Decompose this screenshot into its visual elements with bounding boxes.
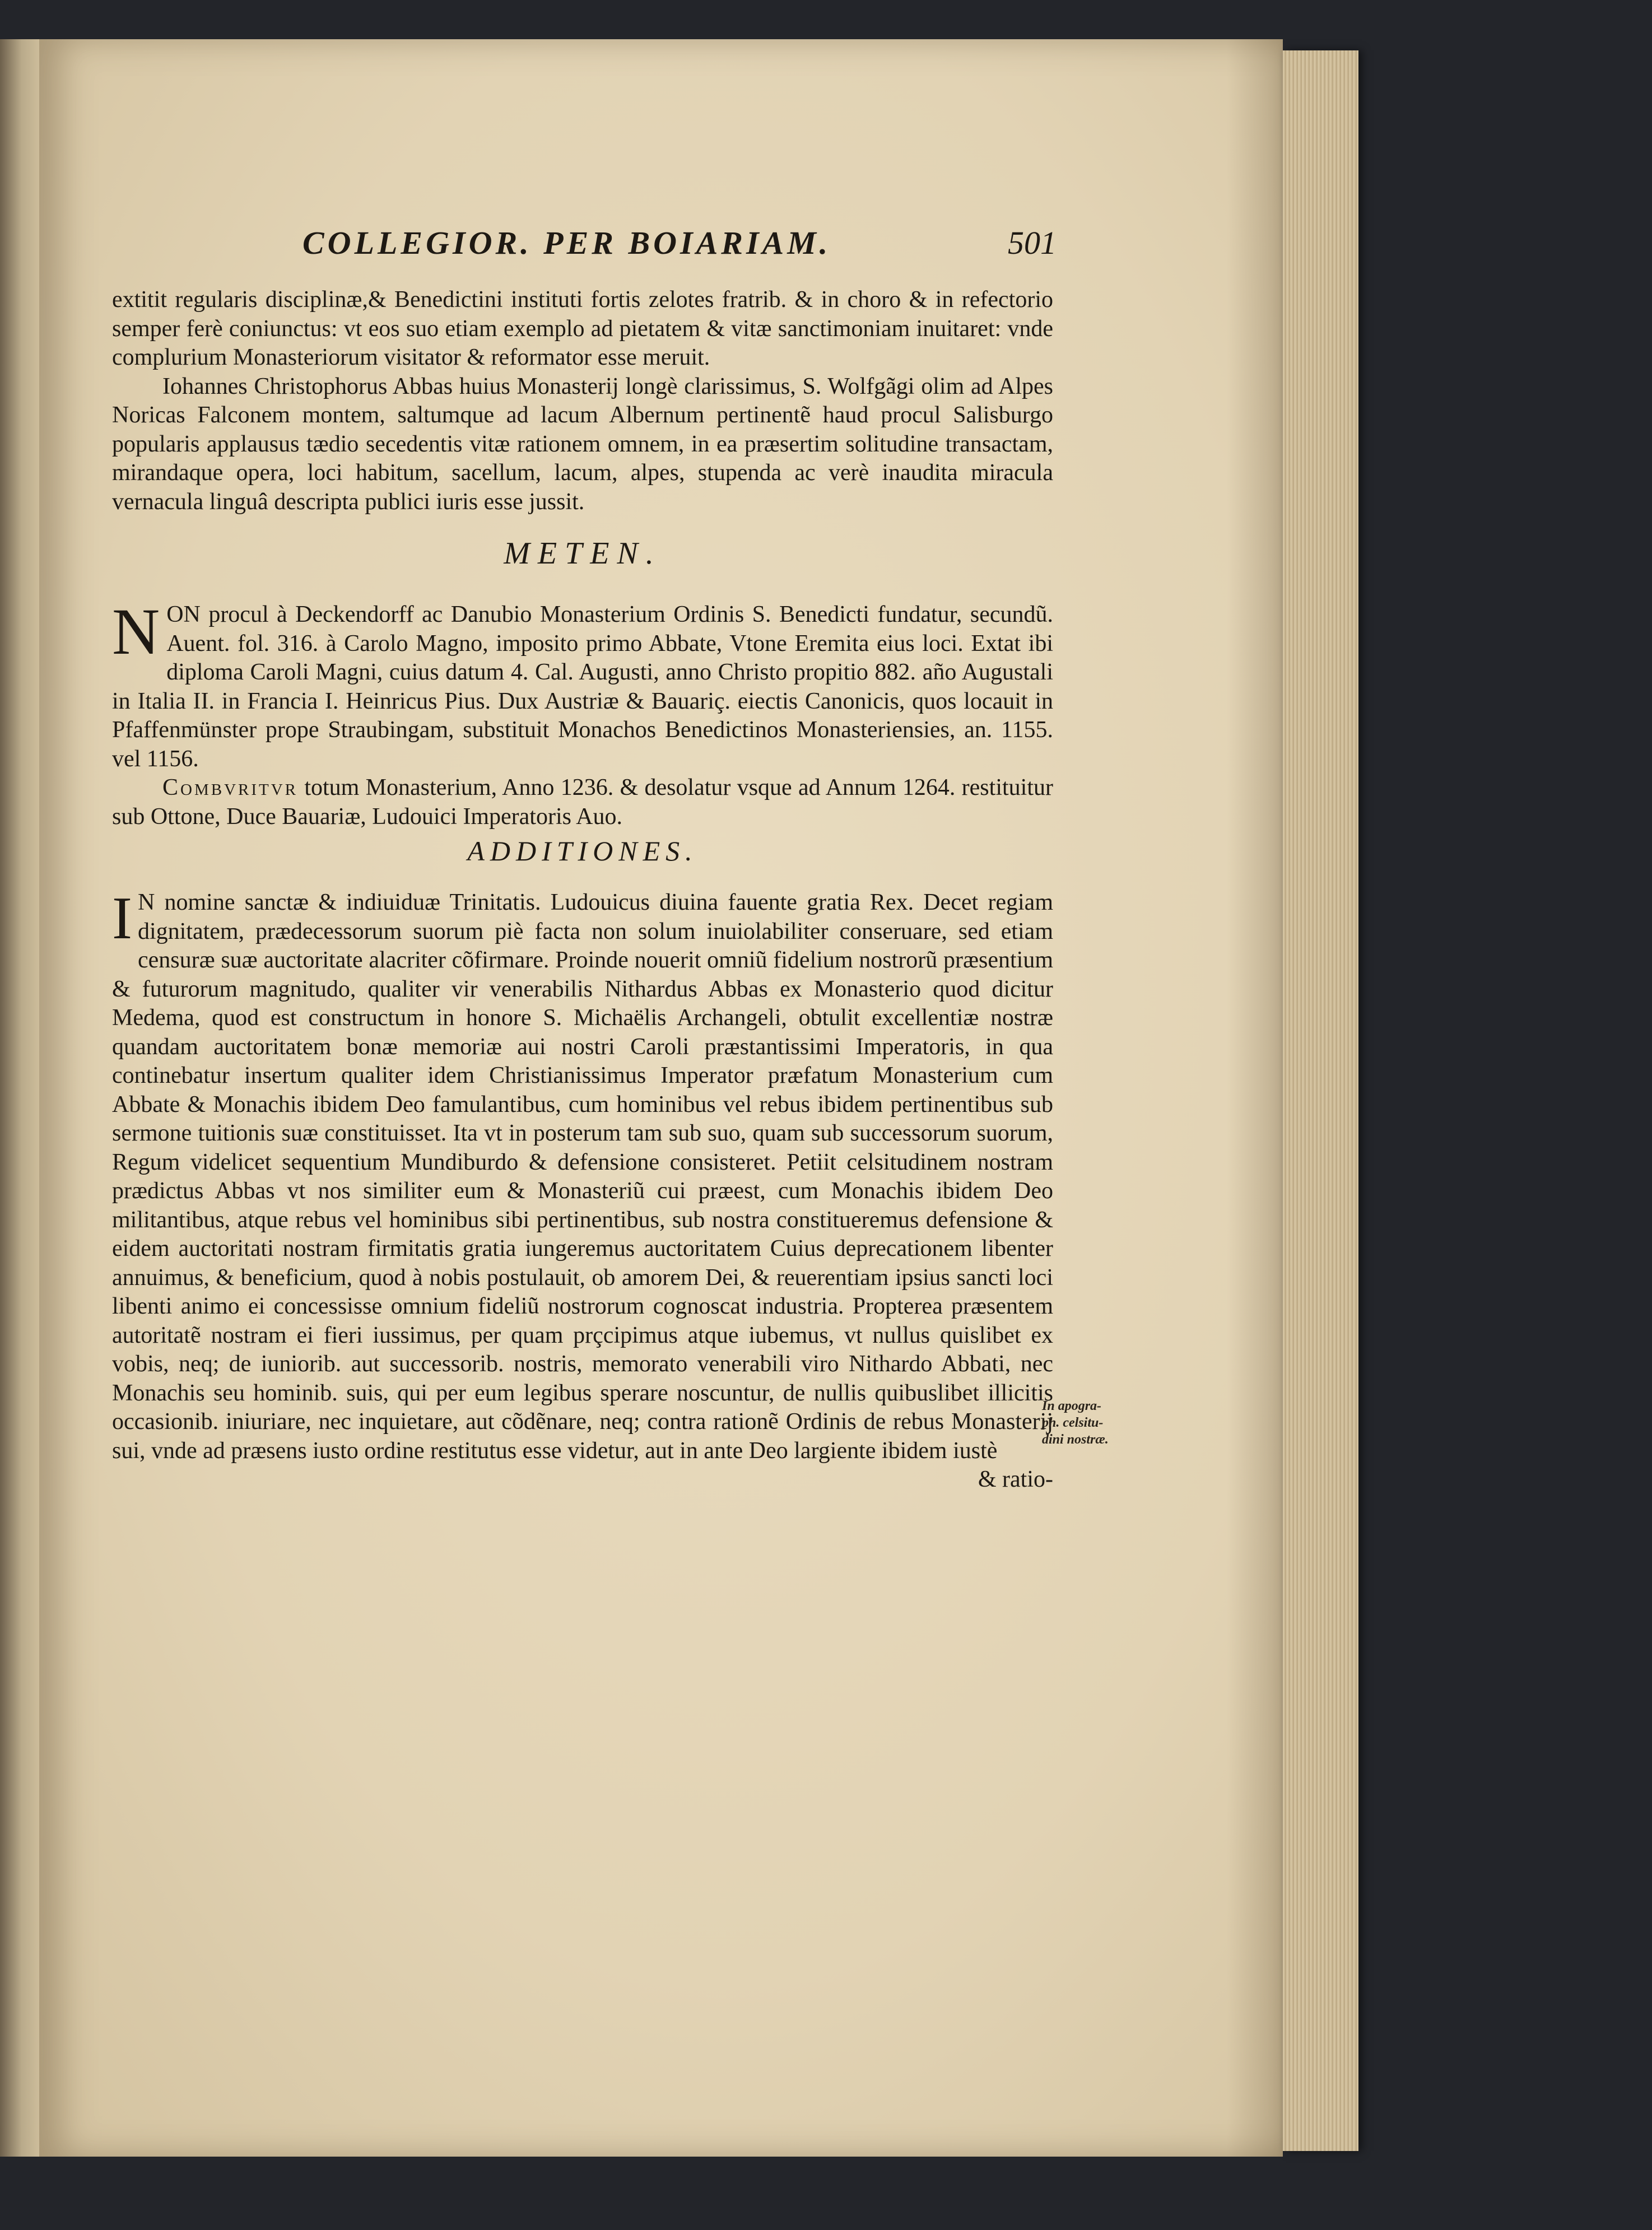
paragraph-meten-foundation xyxy=(112,595,1053,774)
marginal-note xyxy=(1042,1398,1137,1448)
smallcaps-word: Combvritvr xyxy=(162,775,299,800)
page-edges xyxy=(1283,50,1358,2151)
paragraph-charter-text: N nomine sanctæ & indiuiduæ Trinitatis. Ludouicus diuina fauente gratia Rex. Decet regiam dignitatem, prædecessorum suorum piè facta non solum inuiolabiliter conseruare, sed etiam censuræ suæ auctoritate alacriter cõfirmare. Proinde nouerit omniũ fidelium nostrorũ præsentium & futurorum magnitudo, qualiter vir venerabilis Nithardus Abbas ex Monasterio quod dicitur Medema, quod est constructum in honore S. Michaëlis Archangeli, obtulit excellentiæ nostræ quandam auctoritatem bonæ memoriæ aui nostri Caroli præstantissimi Imperatoris, in qua continebatur insertum qualiter idem Christianissimus Imperator præfatum Monasterium cum Abbate & Monachis ibidem Deo famulantibus, cum hominibus vel rebus ibidem pertinentibus sub sermone tuitionis suæ constituisset. Ita vt in posterum tam sub suo, quam sub successorum suorum, Regum videlicet sequentium Mundiburdo & defensione consisteret. Petiit celsitudinem nostram prædictus Abbas vt nos similiter eum & Monasteriũ cui præest, cum Monachis ibidem Deo militantibus, atque rebus vel hominibus sibi pertinentibus, sub nostra constitueremus defensione & eidem auctoritati nostram firmitatis gratia iungeremus auctoritatem Cuius deprecationem libenter annuimus, & beneficium, quod à nobis postulauit, ob amorem Dei, & reuerentiam ipsius sancti loci libenti animo ei concessisse omnium fideliũ nostrorum cognoscat industria. Propterea præsentem autoritatẽ nostram ei fieri iussimus, per quam prçcipimus atque iubemus, vt nullus quislibet ex vobis, neq; de iuniorib. aut successorib. nostris, memorato venerabili viro Nithardo Abbati, nec Monachis seu hominib. suis, qui per eum legibus sperare noscuntur, de nullis quibuslibet illicitis occasionib. iniuriare, nec inquietare, aut cõdẽnare, neq; contra rationẽ Ordinis de rebus Monasterij sui, vnde ad præsens iusto ordine restitutus esse videtur, aut in ante Deo largiente ibidem iustè xyxy=(112,890,1053,1464)
facing-page-edge xyxy=(0,39,39,2157)
running-head xyxy=(112,224,1057,286)
page-text-block xyxy=(112,224,1057,1495)
gutter-shadow xyxy=(1227,39,1283,2157)
drop-cap: I xyxy=(112,885,132,952)
paragraph-meten-foundation-text: ON procul à Deckendorff ac Danubio Monasterium Ordinis S. Benedicti fundatur, secundũ. Auent. fol. 316. à Carolo Magno, imposito primo Abbate, Vtone Eremita eius loci. Extat ibi diploma Caroli Magni, cuius datum 4. Cal. Augusti, anno Christo propitio 882. año Augustali in Italia II. in Francia I. Heinricus Pius. Dux Austriæ & Bauariç. eiectis Canonicis, quos locauit in Pfaffenmünster prope Straubingam, substituit Monachos Benedictinos Monasteriensies, an. 1155. vel 1156. xyxy=(112,602,1053,772)
paragraph-continued: extitit regularis disciplinæ,& Benedictini instituti fortis zelotes fratrib. & in choro & in refectorio semper ferè coniunctus: vt eos suo etiam exemplo ad pietatem & vitæ sanctimoniam inuitaret: vnde complurium Monasteriorum visitator & reformator esse meruit. xyxy=(112,287,1053,370)
running-title: COLLEGIOR. PER BOIARIAM. xyxy=(303,225,831,261)
section-heading-additiones: ADDITIONES. xyxy=(467,835,698,867)
section-heading-meten: METEN. xyxy=(504,536,662,571)
marginal-note-line: dini nostræ. xyxy=(1042,1432,1109,1447)
paragraph-meten-fire-text: totum Monasterium, Anno 1236. & desolatur vsque ad Annum 1264. restituitur sub Ottone, Duce Bauariæ, Ludouici Imperatoris Auo. xyxy=(112,775,1053,830)
page-number: 501 xyxy=(1008,225,1057,261)
marginal-note-line: ph. celsitu- xyxy=(1042,1416,1104,1430)
drop-cap: N xyxy=(112,595,160,668)
paragraph-meten-fire xyxy=(112,774,1053,831)
marginal-note-line: In apogra- xyxy=(1042,1399,1102,1413)
paragraph-charter xyxy=(112,885,1053,1465)
paragraph-johannes: Iohannes Christophorus Abbas huius Monasterij longè clarissimus, S. Wolfgãgi olim ad Alpes Noricas Falconem montem, saltumque ad lacum Albernum pertinentẽ haud procul Salisburgo popularis applausus tædio secedentis vitæ rationem omnem, in ea præsertim solitudine transactam, mirandaque opera, loci habitum, sacellum, lacum, alpes, stupenda ac verè inaudita miracula vernacula linguâ descripta publici iuris esse jussit. xyxy=(112,373,1053,515)
catchword: & ratio- xyxy=(978,1467,1053,1492)
